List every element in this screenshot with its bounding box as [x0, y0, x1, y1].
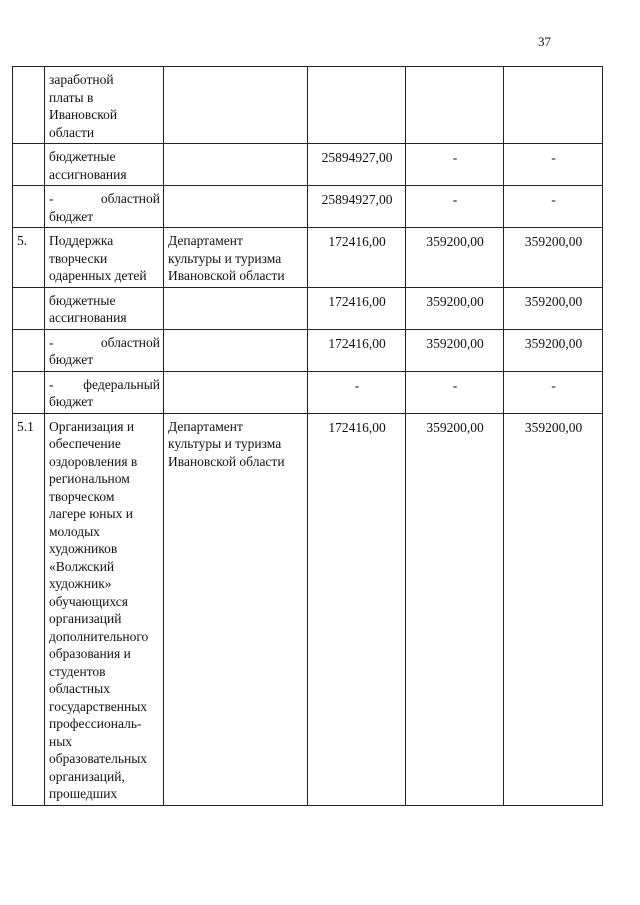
executor-cell: [164, 287, 308, 329]
table-row: [13, 413, 603, 805]
value-cell-2: [406, 144, 504, 186]
measure-name-cell: Поддержка творчески одаренных детей: [45, 228, 164, 288]
value-cell-3: [504, 329, 603, 371]
value-2: -: [452, 377, 458, 393]
value-1: 172416,00: [328, 335, 386, 351]
value-2: 359200,00: [426, 293, 484, 309]
value-cell-3: [504, 67, 603, 144]
budget-source-tail: бюджет: [49, 208, 94, 224]
dash-prefix: -: [49, 334, 54, 350]
row-number-cell: 5.1: [13, 413, 45, 805]
value-cell-2: [406, 228, 504, 288]
value-cell-1: [308, 329, 406, 371]
row-number-cell: [13, 144, 45, 186]
value-cell-3: [504, 228, 603, 288]
value-3: 359200,00: [524, 234, 583, 249]
budget-source-line: [49, 334, 160, 352]
value-cell-3: [504, 144, 603, 186]
row-number-cell: 5.: [13, 228, 45, 288]
table-row: [13, 186, 603, 228]
value-1: 25894927,00: [321, 192, 393, 207]
value-2: [410, 71, 500, 72]
value-3: [508, 71, 599, 72]
table-row: [13, 329, 603, 371]
table-row: [13, 371, 603, 413]
value-1: [312, 71, 402, 72]
budget-source-line: [49, 190, 160, 208]
value-3: -: [551, 150, 556, 165]
value-cell-1: [308, 144, 406, 186]
measure-name-cell: [45, 329, 164, 371]
executor-cell: [164, 329, 308, 371]
value-2: 359200,00: [426, 234, 484, 249]
measure-name-cell: Организация и обеспечение оздоровления в региональном творческом лагере юных и молодых художников «Волжский художник» обучающихся организаций дополнительного образования и студентов областных государственных профессиональ- ных образовательных организаций, прошедших: [45, 413, 164, 805]
budget-source-word: областной: [100, 191, 160, 206]
table-row: [13, 67, 603, 144]
executor-cell: Департамент культуры и туризма Ивановской области: [164, 413, 308, 805]
measure-name-cell: заработной платы в Ивановской области: [45, 67, 164, 144]
row-number-cell: [13, 329, 45, 371]
value-cell-1: [308, 186, 406, 228]
value-cell-2: [406, 413, 504, 805]
row-number-cell: [13, 371, 45, 413]
table-row: [13, 287, 603, 329]
budget-source-tail: бюджет: [49, 394, 94, 409]
executor-cell: Департамент культуры и туризма Ивановской области: [164, 228, 308, 288]
value-1: 172416,00: [328, 293, 386, 309]
value-cell-3: [504, 371, 603, 413]
value-1: 25894927,00: [321, 150, 393, 165]
value-cell-1: [308, 371, 406, 413]
value-cell-1: [308, 287, 406, 329]
measure-name-cell: бюджетные ассигнования: [45, 144, 164, 186]
budget-source-word: областной: [100, 334, 160, 350]
row-number-cell: [13, 287, 45, 329]
value-cell-2: [406, 329, 504, 371]
budget-source-line: [49, 376, 160, 394]
budget-source-word: федеральный: [83, 376, 160, 392]
value-cell-1: [308, 413, 406, 805]
value-cell-2: [406, 186, 504, 228]
executor-cell: [164, 186, 308, 228]
value-cell-2: [406, 287, 504, 329]
value-cell-1: [308, 228, 406, 288]
executor-cell: [164, 371, 308, 413]
value-1: 172416,00: [328, 419, 386, 435]
value-3: -: [551, 192, 556, 207]
value-2: -: [452, 192, 458, 207]
value-1: -: [354, 377, 360, 393]
dash-prefix: -: [49, 191, 54, 206]
value-2: -: [452, 150, 458, 165]
measure-name-cell: бюджетные ассигнования: [45, 287, 164, 329]
value-cell-3: [504, 186, 603, 228]
executor-cell: [164, 144, 308, 186]
value-cell-2: [406, 67, 504, 144]
measure-name-cell: [45, 186, 164, 228]
value-cell-2: [406, 371, 504, 413]
table-row: [13, 228, 603, 288]
dash-prefix: -: [49, 376, 54, 392]
page-number: 37: [538, 34, 551, 49]
table-row: [13, 144, 603, 186]
value-cell-3: [504, 287, 603, 329]
value-3: 359200,00: [524, 419, 583, 435]
value-cell-1: [308, 67, 406, 144]
value-3: 359200,00: [524, 293, 583, 309]
value-3: 359200,00: [524, 335, 583, 351]
row-number-cell: [13, 67, 45, 144]
budget-table: [12, 66, 603, 806]
measure-name-cell: [45, 371, 164, 413]
value-3: -: [551, 377, 556, 393]
value-cell-3: [504, 413, 603, 805]
budget-source-tail: бюджет: [49, 352, 94, 367]
value-2: 359200,00: [426, 335, 484, 351]
executor-cell: [164, 67, 308, 144]
value-2: 359200,00: [426, 419, 484, 435]
value-1: 172416,00: [328, 234, 386, 249]
row-number-cell: [13, 186, 45, 228]
